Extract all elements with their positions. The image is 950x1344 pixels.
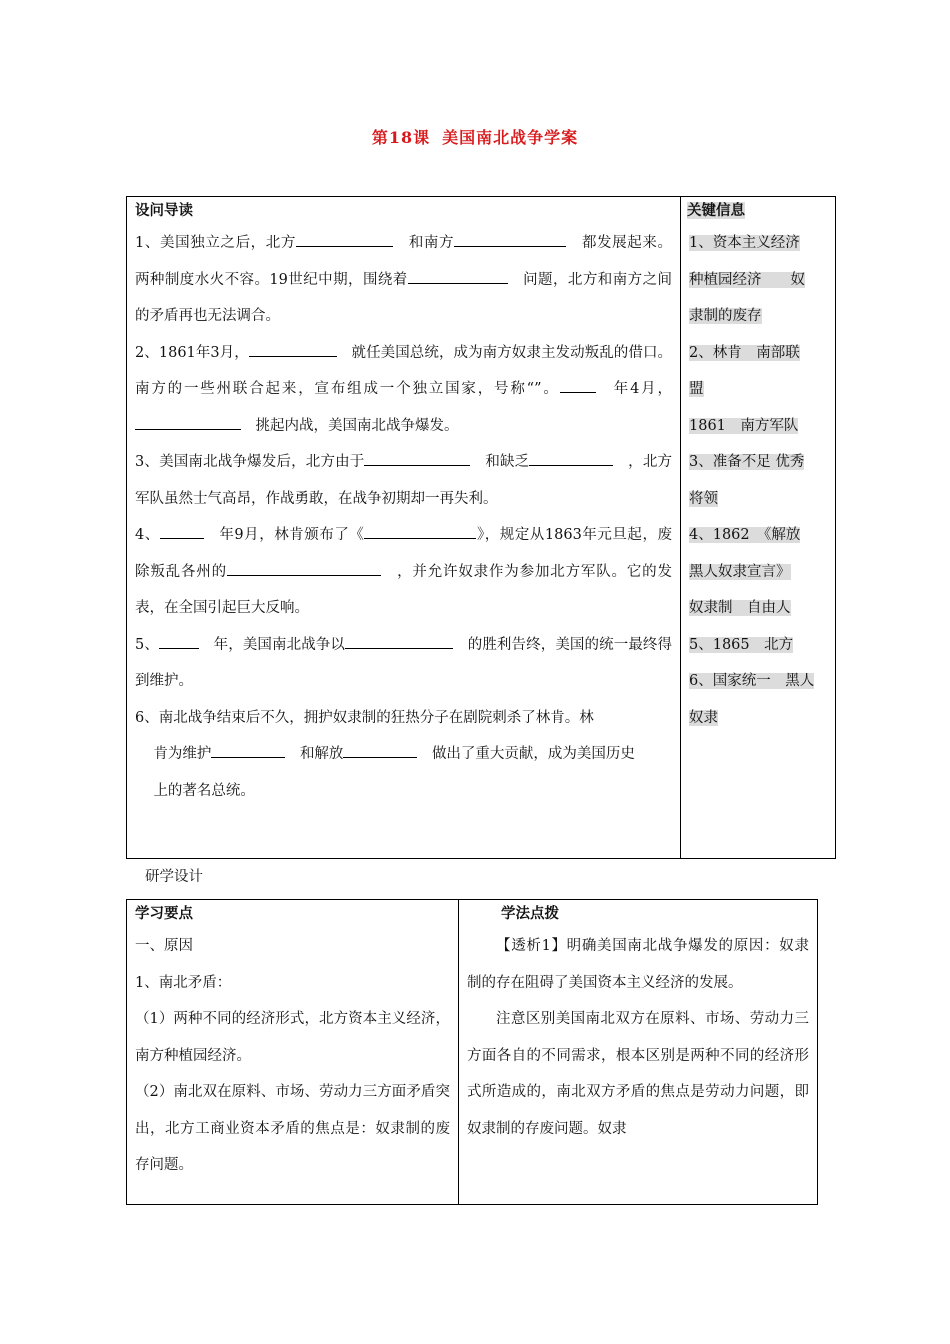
answer-line: 奴隶制 自由人	[689, 600, 791, 616]
method-tip: 注意区别美国南北双方在原料、市场、劳动力三方面各自的不同需求，根本区别是两种不同的经济形式所造成的，南北双方矛盾的焦点是劳动力问题，即奴隶制的存废问题。奴隶	[467, 1011, 809, 1137]
question-1: 1、美国独立之后，北方 和南方 都发展起来。两种制度水火不容。19世纪中期，围绕着 问题，北方和南方之间的矛盾再也无法调合。	[127, 225, 680, 335]
section-label: 研学设计	[145, 869, 203, 885]
blank[interactable]	[296, 230, 393, 247]
answer-line: 1861 南方军队	[689, 417, 799, 434]
answer-line: 4、1862 《解放	[689, 527, 801, 543]
answer-line: 2、林肯 南部联	[689, 344, 800, 361]
blank[interactable]	[211, 741, 285, 758]
method-tip: 【透析1】明确美国南北战争爆发的原因：奴隶制的存在阻碍了美国资本主义经济的发展。	[467, 938, 809, 991]
blank[interactable]	[529, 449, 613, 466]
study-point: 一、原因	[135, 938, 193, 954]
method-tips-header: 学法点拨	[501, 905, 559, 922]
lesson-name: 美国南北战争学案	[442, 128, 579, 147]
study-points-header: 学习要点	[135, 905, 193, 922]
blank[interactable]	[408, 267, 508, 284]
answer-line: 6、国家统一 黑人	[689, 673, 815, 689]
question-6: 6、南北战争结束后不久，拥护奴隶制的狂热分子在剧院刺杀了林肯。林 肯为维护 和解放 做出了重大贡献，成为美国历史 上的著名总统。	[135, 709, 635, 799]
answer-line: 种植园经济 奴	[689, 271, 805, 288]
answer-line: 将领	[689, 490, 718, 507]
page-title	[0, 125, 950, 148]
guide-table	[126, 196, 836, 859]
study-point: （2）南北双在原料、市场、劳动力三方面矛盾突出，北方工商业资本矛盾的焦点是：奴隶制的废存问题。	[135, 1084, 450, 1173]
blank[interactable]	[343, 741, 417, 758]
guide-header: 设问导读	[135, 202, 193, 219]
answer-line: 盟	[689, 381, 704, 397]
blank[interactable]	[159, 632, 199, 649]
answer-line: 3、准备不足 优秀	[689, 454, 805, 470]
blank[interactable]	[364, 522, 476, 539]
study-point: 1、南北矛盾：	[135, 974, 232, 991]
lesson-number: 第18课	[371, 128, 431, 147]
blank[interactable]	[345, 632, 453, 649]
blank[interactable]	[227, 559, 381, 576]
key-info-header: 关键信息	[687, 202, 745, 219]
question-2: 2、1861年3月， 就任美国总统，成为南方奴隶主发动叛乱的借口。南方的一些州联合起来，宣布组成一个独立国家，号称“”。 年4月， 挑起内战，美国南北战争爆发。	[127, 335, 680, 445]
blank[interactable]	[249, 340, 337, 357]
question-4: 4、 年9月，林肯颁布了《 》，规定从1863年元旦起，废除叛乱各州的 ，并允许奴隶作为参加北方军队。它的发表，在全国引起巨大反响。	[127, 517, 680, 627]
answer-line: 1、资本主义经济	[689, 235, 800, 251]
answer-line: 隶制的废存	[689, 308, 762, 324]
blank[interactable]	[560, 376, 596, 393]
blank[interactable]	[454, 230, 566, 247]
key-info-answers	[681, 225, 835, 736]
blank[interactable]	[160, 522, 204, 539]
answer-line: 奴隶	[689, 709, 718, 726]
answer-line: 黑人奴隶宣言》	[689, 563, 791, 580]
answer-line: 5、1865 北方	[689, 636, 794, 653]
study-point: （1）两种不同的经济形式，北方资本主义经济，南方种植园经济。	[135, 1011, 450, 1064]
method-tips	[459, 928, 817, 1147]
study-table	[126, 899, 818, 1205]
blank[interactable]	[135, 413, 241, 430]
study-points	[127, 928, 458, 1184]
blank[interactable]	[364, 449, 470, 466]
question-5: 5、 年，美国南北战争以 的胜利告终，美国的统一最终得到维护。	[127, 627, 680, 700]
question-3: 3、美国南北战争爆发后，北方由于 和缺乏 ，北方军队虽然士气高昂，作战勇敢，在战争初期却一再失利。	[127, 444, 680, 517]
